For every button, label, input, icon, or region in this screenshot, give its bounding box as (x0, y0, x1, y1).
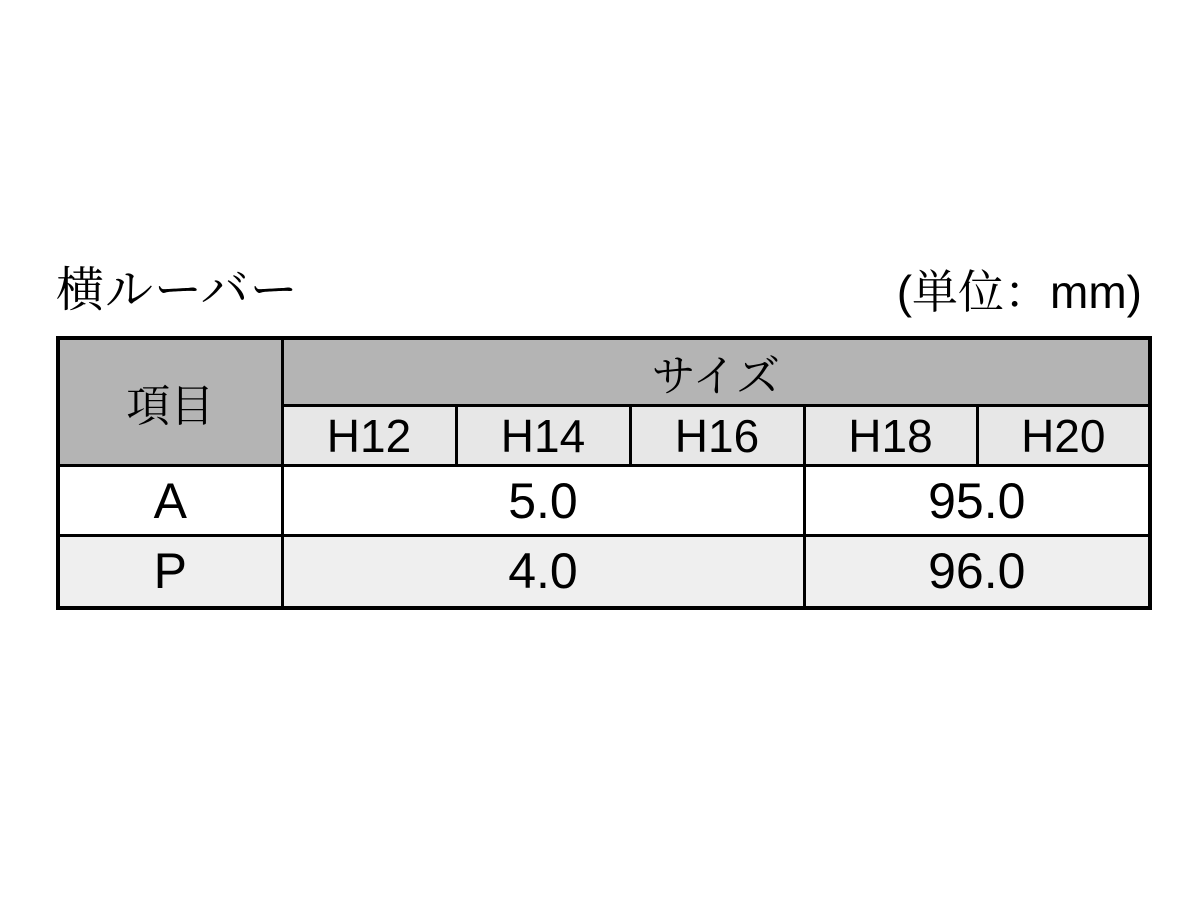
size-header-h14: H14 (456, 406, 630, 466)
row-label-a: A (58, 466, 282, 536)
value-cell-p-h18-h20: 96.0 (804, 536, 1150, 608)
value-cell-a-h18-h20: 95.0 (804, 466, 1150, 536)
spec-table (56, 336, 1152, 610)
size-header-h18: H18 (804, 406, 977, 466)
value-cell-p-h12-h16: 4.0 (282, 536, 804, 608)
table-row-p (58, 536, 1150, 608)
size-header-h16: H16 (630, 406, 804, 466)
table-row-a (58, 466, 1150, 536)
row-label-p: P (58, 536, 282, 608)
value-cell-a-h12-h16: 5.0 (282, 466, 804, 536)
group-header-size: サイズ (282, 338, 1150, 406)
corner-header-item: 項目 (58, 338, 282, 466)
table-row-group-header (58, 338, 1150, 406)
size-header-h20: H20 (977, 406, 1150, 466)
page-title: 横ルーバー (56, 264, 299, 318)
size-header-h12: H12 (282, 406, 456, 466)
unit-label: (単位：mm) (896, 266, 1142, 319)
title-row (56, 256, 1142, 318)
